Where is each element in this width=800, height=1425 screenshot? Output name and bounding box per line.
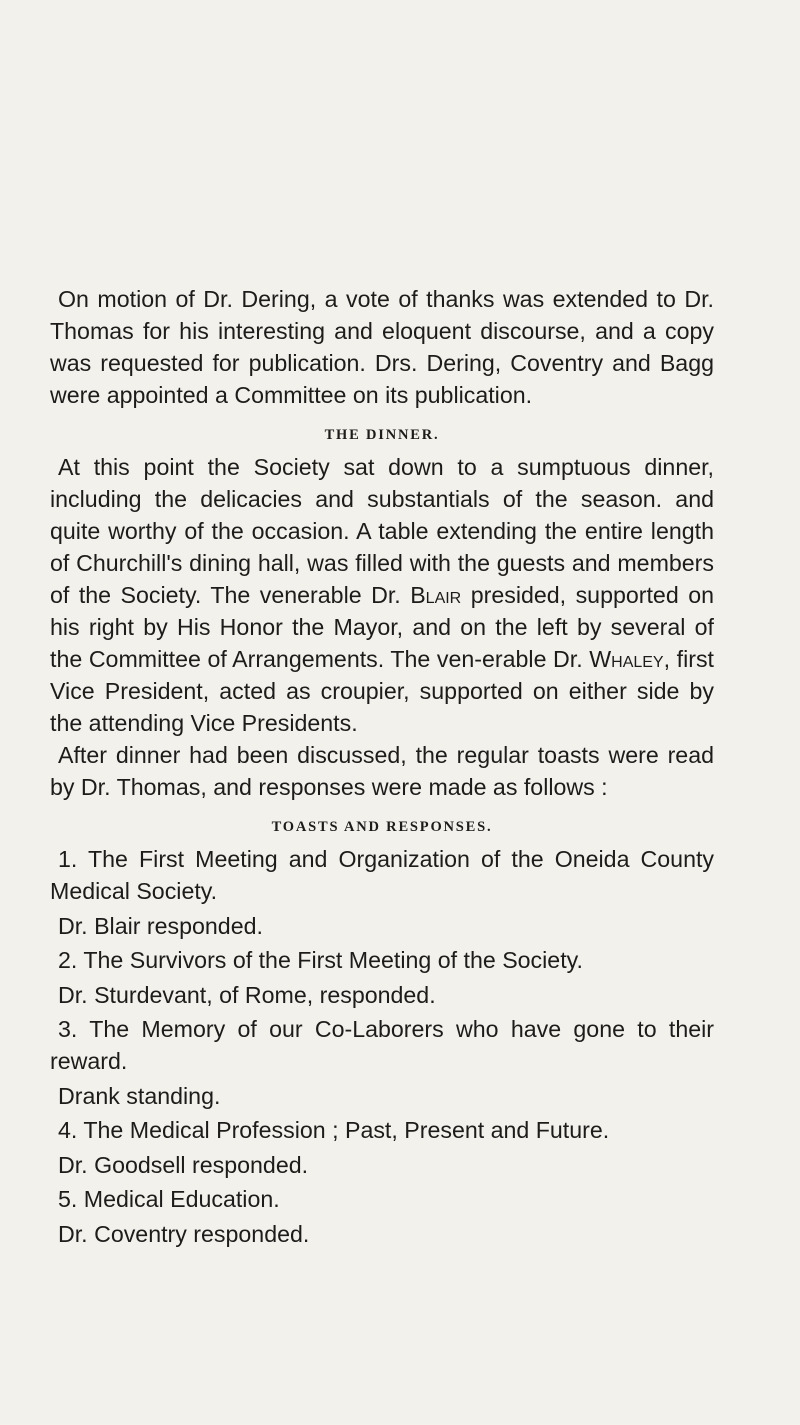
toast-item: 2. The Survivors of the First Meeting of the Society. — [58, 947, 583, 973]
toast-item: 5. Medical Education. — [58, 1186, 280, 1212]
toast-response: Dr. Sturdevant, of Rome, responded. — [58, 981, 436, 1008]
document-page — [50, 283, 714, 1252]
toast-item: 1. The First Meeting and Organization of the Oneida County Medical Society. — [50, 846, 714, 904]
name-whaley: Whaley — [589, 646, 664, 672]
toast-response: Dr. Coventry responded. — [58, 1220, 310, 1247]
toast-item: 4. The Medical Profession ; Past, Present and Future. — [58, 1117, 610, 1143]
dinner-text-1: At this point the Society sat down to a sumptuous dinner, including the delicacies and substantials of the season. and quite worthy of the occasion. A table extending the entire length of Churchill's dining hall, was filled with the guests and members of the Society. The venerable Dr. — [50, 454, 714, 608]
toast-item: 3. The Memory of our Co-Laborers who have gone to their reward. — [50, 1016, 714, 1074]
toast-list — [50, 843, 714, 1250]
toast-response: Dr. Goodsell responded. — [58, 1151, 309, 1178]
dinner-text-2: presided, supported on his right by His Honor the Mayor, and on the left by several of the Committee of Arrangements. The ven-erable Dr. — [50, 582, 714, 672]
dinner-text-3: , first Vice President, acted as croupier, supported on either side by the attending Vice Presidents. — [50, 646, 714, 736]
heading-toasts-and-responses: TOASTS AND RESPONSES. — [271, 819, 493, 835]
motion-paragraph: On motion of Dr. Dering, a vote of thanks was extended to Dr. Thomas for his interesting and eloquent discourse, and a copy was requested for publication. Drs. Dering, Coventry and Bagg were appointed a Committee on its publication. — [50, 286, 714, 408]
after-dinner-paragraph: After dinner had been discussed, the regular toasts were read by Dr. Thomas, and responses were made as follows : — [50, 742, 714, 800]
toast-response: Drank standing. — [58, 1082, 221, 1109]
toast-response: Dr. Blair responded. — [58, 912, 263, 939]
dinner-paragraph — [50, 451, 714, 739]
heading-the-dinner: THE DINNER. — [324, 427, 440, 443]
name-blair: Blair — [410, 582, 462, 608]
